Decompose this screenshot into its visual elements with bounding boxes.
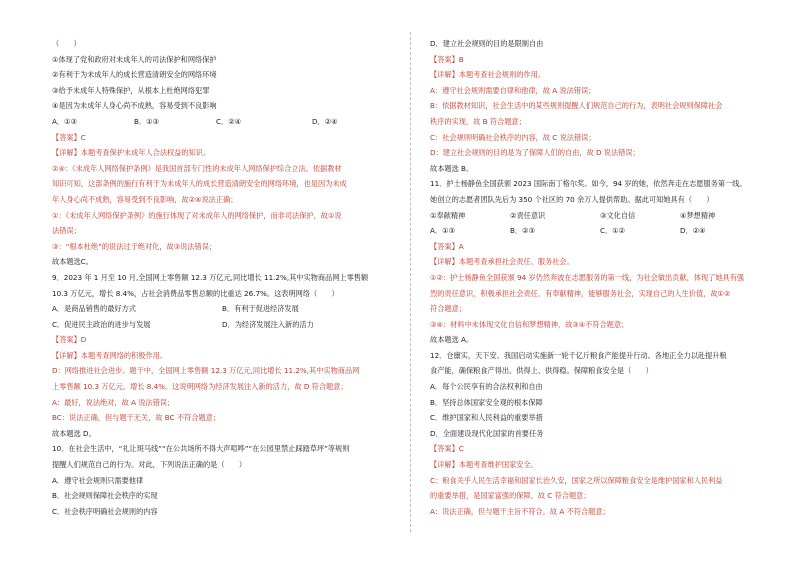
text-line: BC：说法正确，但与题干无关，故 BC 不符合题意；	[52, 413, 220, 423]
text-line: D：建立社会规则的目的是为了保障人们的自由，故 D 说法错误；	[430, 148, 640, 158]
text-line: 9．2023 年 1 月至 10 月,全国网上零售额 12.3 万亿元,同比增长 11.2%,其中实物商品网上零售额	[52, 272, 369, 282]
q11-item-2: ②责任意识	[510, 210, 546, 220]
left-column	[52, 36, 402, 519]
q8-option-c: C．②④	[216, 116, 242, 126]
text-line: 提醒人们规范自己的行为。对此，下列说法正确的是（ ）	[52, 460, 247, 470]
q9-option-b: B．有利于促进经济发展	[222, 304, 299, 314]
text-line: C：社会规则明确社会秩序的内容，故 C 说法错误；	[430, 132, 596, 142]
text-line: ②④：《未成年人网络保护条例》是我国首部专门性的未成年人网络保护综合立法。依据教材	[52, 163, 342, 173]
q9-options-row1	[52, 301, 402, 317]
q8-options	[52, 114, 402, 130]
q8-option-a: A．①③	[52, 116, 77, 126]
text-line: 【详解】本题考查社会规则的作用。	[430, 70, 546, 80]
q8-answer-block	[52, 130, 402, 270]
text-line: 故本题选 A。	[430, 335, 474, 345]
text-line: A：遵守社会规则需要自律和他律，故 A 说法错误；	[430, 85, 596, 95]
text-line: 上零售额 10.3 万亿元，增长 8.4%。这说明网络为经济发展注入新的活力，故 D 符合题意；	[52, 382, 348, 392]
text-line: ①②：护士杨静鱼全国获颁 94 岁仍然奔波在志愿服务的第一线，为社会做出贡献，体现了她具有强	[430, 272, 745, 282]
text-line: 10.3 万亿元，增长 8.4%，占社会消费品零售总额的比重达 26.7%。这表明网络（ ）	[52, 288, 339, 298]
q11-item-4: ④梦想精神	[680, 210, 716, 220]
text-line: 年人身心尚不成熟，容易受到不良影响，故②④说法正确；	[52, 194, 238, 204]
text-line: ①体现了党和政府对未成年人的司法保护和网络保护	[52, 54, 217, 64]
text-line: 知识可知，这部条例的施行有利于为未成年人的成长营造清朗安全的网络环境，也是因为未成	[52, 179, 347, 189]
q11-options-row2	[430, 223, 780, 239]
text-line: ③：“根本杜绝”的说法过于绝对化，故③说法错误；	[52, 241, 217, 251]
text-line: 的重要举措，是国家富强的保障，故 C 符合题意；	[430, 491, 591, 501]
q11-option-b: B．②③	[510, 226, 536, 236]
q8-option-b: B．①③	[134, 116, 160, 126]
text-line: C．社会秩序明确社会规则的内容	[52, 506, 158, 516]
text-line: ④是因为未成年人身心尚不成熟，容易受到不良影响	[52, 101, 217, 111]
text-line: 食产能，确保粮食产得出、供得上、供得稳。保障粮食安全是（ ）	[430, 366, 653, 376]
text-line: 故本题选 B。	[430, 163, 474, 173]
text-line: 【答案】C	[430, 444, 464, 454]
column-divider	[410, 32, 411, 532]
q9-stem	[52, 270, 402, 301]
q8-option-d: D．②④	[312, 116, 338, 126]
text-line: D．全面建设现代化国家的首要任务	[430, 428, 544, 438]
text-line: 【详解】本题考查网络的积极作用。	[52, 350, 168, 360]
text-line: 【答案】C	[52, 132, 86, 142]
text-line: 【答案】B	[430, 54, 464, 64]
text-line: C．维护国家和人民利益的重要举措	[430, 413, 543, 423]
q9-answer-block	[52, 332, 402, 441]
text-line: A：最好，说法绝对，故 A 说法错误；	[52, 397, 175, 407]
text-line: 【答案】A	[430, 241, 464, 251]
text-line: 【详解】本题考查保护未成年人合法权益的知识。	[52, 148, 211, 158]
q11-item-3: ③文化自信	[600, 210, 636, 220]
text-line: 故本题选 D。	[52, 428, 96, 438]
q11-options-row1	[430, 208, 780, 224]
q9-option-a: A．是商品销售的最好方式	[52, 304, 136, 314]
text-line: 故本题选C。	[52, 257, 93, 267]
text-line: 11．护士杨静鱼全国获颁 2023 国际南丁格尔奖。如今，94 岁的她，依然奔走在志愿服务第一线。	[430, 179, 747, 189]
text-line: A：说法正确，但与题干主旨不符合，故 A 不符合题意；	[430, 506, 610, 516]
right-column	[430, 36, 780, 519]
q9-option-d: D．为经济发展注入新的活力	[222, 319, 314, 329]
q9-option-c: C．促进民主政治的进步与发展	[52, 319, 151, 329]
q8-block	[52, 36, 402, 114]
text-line: D：网络推进社会进步。题干中，全国网上零售额 12.3 万亿元,同比增长 11.2%,其中实物商品网	[52, 366, 360, 376]
text-line: C：粮食关乎人民生活幸福和国家长治久安，国家之所以保障粮食安全是维护国家和人民利益	[430, 475, 723, 485]
text-line: ②有利于为未成年人的成长营造清朗安全的网络环境	[52, 70, 217, 80]
text-line: 烈的责任意识，积极承担社会责任，有奉献精神，能够服务社会，实现自己的人生价值，故①②	[430, 288, 731, 298]
q10-stem	[52, 441, 402, 519]
text-line: 【详解】本题考查维护国家安全。	[430, 460, 538, 470]
text-line: 【详解】本题考查承担社会责任、服务社会。	[430, 257, 574, 267]
q9-options-row2	[52, 317, 402, 333]
text-line: ③给予未成年人特殊保护，从根本上杜绝网络犯罪	[52, 85, 210, 95]
text-line: 【答案】D	[52, 335, 87, 345]
text-line: 她创立的志愿者团队先后为 350 个社区的 70 余万人提供帮助。据此可知她具有（ ）	[430, 194, 714, 204]
text-line: D．建立社会规则的目的是限制自由	[430, 39, 544, 48]
q11-item-1: ①奉献精神	[430, 210, 466, 220]
text-line: 10．在社会生活中，“礼让斑马线”“在公共场所不得大声喧哗”“在公园里禁止踩踏草坪”等规则	[52, 444, 350, 454]
text-line: B．坚持总体国家安全观的根本保障	[430, 397, 543, 407]
text-line: 法错误；	[52, 226, 81, 236]
text-line: A．每个公民享有的合法权利和自由	[430, 382, 543, 392]
text-line: B：依据教材知识，社会生活中的某些规则提醒人们规范自己的行为，表明社会规则保障社会	[430, 101, 723, 111]
text-line: 符合题意；	[430, 304, 466, 314]
text-line: B．社会规则保障社会秩序的实现	[52, 491, 158, 501]
q11-option-c: C．①②	[600, 226, 626, 236]
text-line: 秩序的实现，故 B 符合题意；	[430, 116, 526, 126]
text-line: ①：《未成年人网络保护条例》的施行体现了对未成年人的网络保护，而非司法保护，故①说	[52, 210, 342, 220]
q10-answer-and-q11-stem	[430, 36, 780, 208]
text-line: （ ）	[52, 39, 81, 48]
q11-option-a: A．①③	[430, 226, 455, 236]
q11-q12-block	[430, 239, 780, 520]
text-line: ③④：材料中未体现文化自信和梦想精神，故③④不符合题意；	[430, 319, 629, 329]
text-line: A．遵守社会规则只需要他律	[52, 475, 144, 485]
q11-option-d: D．②④	[680, 226, 706, 236]
text-line: 12．仓廪实，天下安。我国启动实施新一轮千亿斤粮食产能提升行动。各地正全力以赴提升粮	[430, 350, 727, 360]
